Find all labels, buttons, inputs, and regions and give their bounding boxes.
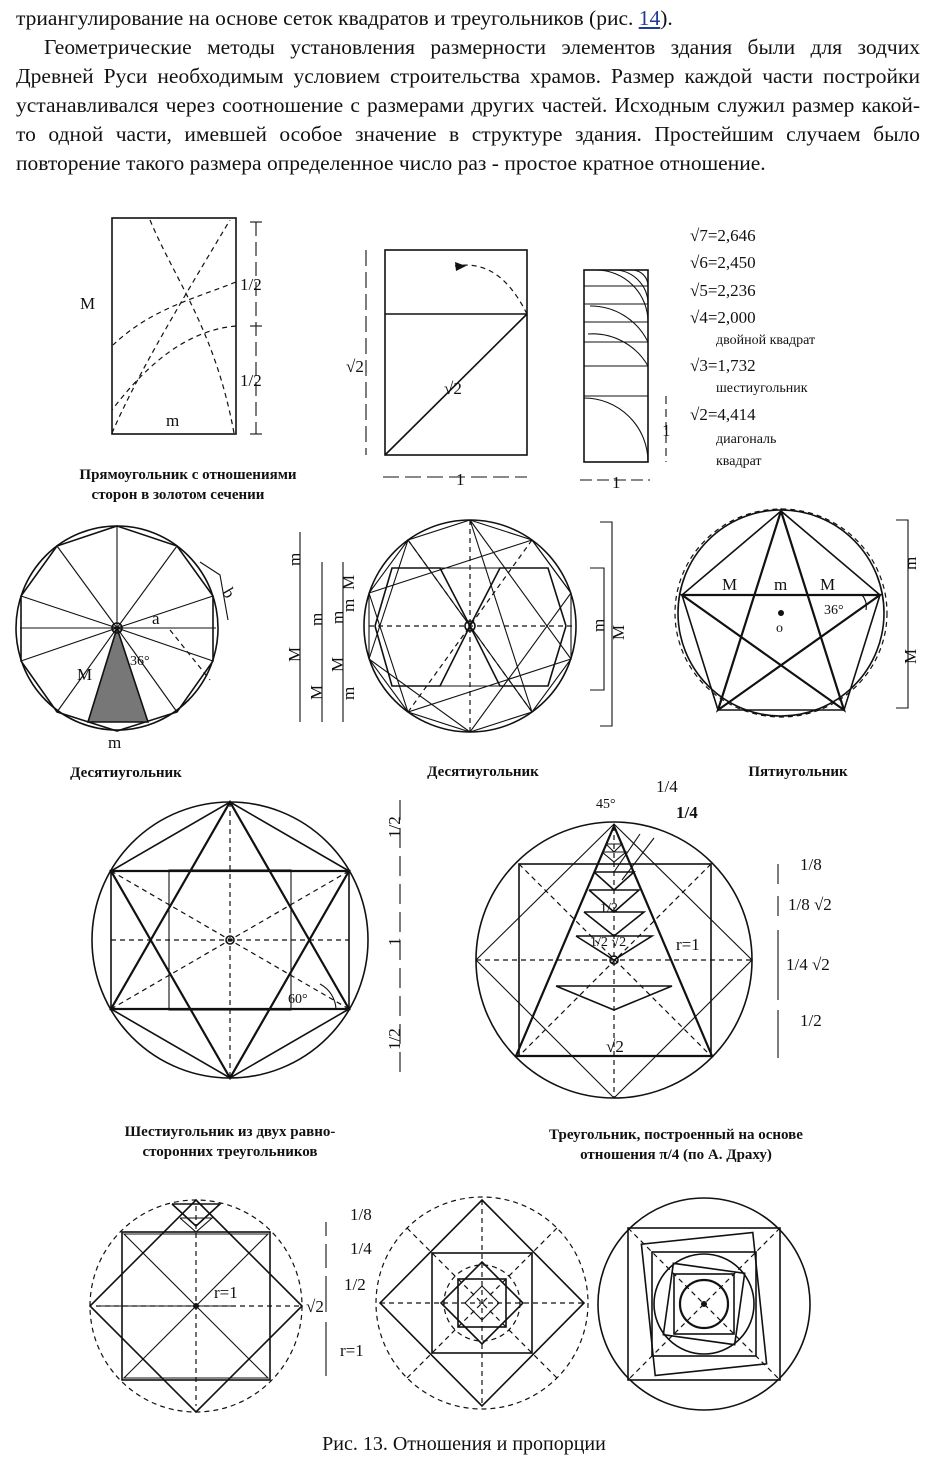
bottom-left-figure bbox=[90, 1200, 372, 1412]
decagon-2 bbox=[285, 520, 628, 780]
figure-link[interactable]: 14 bbox=[638, 6, 661, 30]
tri-q2: 1/4 bbox=[676, 803, 698, 822]
pentagon bbox=[675, 509, 920, 780]
dec1-M: M bbox=[77, 665, 93, 684]
tri-caption-2: отношения π/4 (по А. Драху) bbox=[580, 1147, 772, 1163]
golden-caption-2: сторон в золотом сечении bbox=[91, 487, 265, 503]
tri-caption-1: Треугольник, построенный на основе bbox=[549, 1127, 803, 1143]
hex-caption-2: сторонних треугольников bbox=[142, 1144, 318, 1160]
tri-inner-half: 1/2 bbox=[600, 901, 618, 916]
dec2-caption: Десятиугольник bbox=[427, 764, 539, 780]
tri-angle: 45° bbox=[596, 797, 616, 812]
root-list bbox=[690, 226, 815, 469]
figure-caption: Рис. 13. Отношения и пропорции bbox=[322, 1433, 606, 1455]
hex-caption-1: Шестиугольник из двух равно- bbox=[124, 1124, 336, 1140]
sqrt2-side: √2 bbox=[346, 357, 364, 376]
root-2-note: диагональ bbox=[716, 432, 777, 447]
dec2-l8: m bbox=[339, 686, 358, 700]
root-4: √4=2,000 bbox=[690, 308, 756, 327]
tri-base-root: √2 bbox=[606, 1037, 624, 1056]
dec2-right-m: m bbox=[589, 618, 608, 632]
tri-r1: 1/8 √2 bbox=[788, 895, 832, 914]
sqrt2-diagonal: √2 bbox=[444, 379, 462, 398]
dec2-l1: m bbox=[307, 612, 326, 626]
tri-r2: 1/4 √2 bbox=[786, 955, 830, 974]
dec2-right-M: M bbox=[609, 624, 628, 640]
hex-dim-bottom: 1/2 bbox=[385, 1028, 404, 1050]
hex-angle: 60° bbox=[288, 992, 308, 1007]
dec2-l0: m bbox=[285, 552, 304, 566]
bl-d1: 1/4 bbox=[350, 1239, 372, 1258]
decagon-1 bbox=[16, 526, 239, 781]
tri-radius: r=1 bbox=[676, 935, 700, 954]
dec1-b: b bbox=[218, 584, 240, 602]
dec1-m: m bbox=[108, 733, 122, 752]
pent-M1: M bbox=[722, 575, 738, 594]
golden-half-top: 1/2 bbox=[240, 275, 262, 294]
pent-M2: M bbox=[820, 575, 836, 594]
root-4-note: двойной квадрат bbox=[716, 333, 816, 348]
root-unit: 1 bbox=[662, 421, 671, 440]
root-5: √5=2,236 bbox=[690, 281, 756, 300]
paragraph: Геометрические методы установления размерности элементов здания были для зодчих Древней Руси необходимым условием строительства храмов. Размер каждой части постройки устанавливался через соотношение с размерами других частей. Исходным служил размер какой-то одной части, имевшей особое значение в структуре здания. Простейшим случаем было повторение такого размера определенное число раз - простое кратное отношение. bbox=[16, 35, 920, 175]
pent-m: m bbox=[774, 575, 788, 594]
sqrt2-base: 1 bbox=[456, 470, 465, 489]
dec2-l5: M bbox=[285, 646, 304, 662]
pent-o: o bbox=[776, 621, 783, 636]
pent-right-M: M bbox=[901, 648, 920, 664]
dec2-l3: M bbox=[339, 574, 358, 590]
sqrt2-rectangle bbox=[346, 250, 527, 489]
root-2: √2=4,414 bbox=[690, 405, 756, 424]
hex-dim-mid: 1 bbox=[385, 937, 404, 946]
bl-d3: r=1 bbox=[340, 1341, 364, 1360]
golden-half-bottom: 1/2 bbox=[240, 371, 262, 390]
tri-r3: 1/2 bbox=[800, 1011, 822, 1030]
hexagon bbox=[92, 800, 404, 1160]
golden-caption-1: Прямоугольник с отношениями bbox=[79, 467, 297, 483]
tri-q1: 1/4 bbox=[656, 777, 678, 796]
tri-r0: 1/8 bbox=[800, 855, 822, 874]
pent-right-m: m bbox=[901, 556, 920, 570]
bl-d2: 1/2 bbox=[344, 1275, 366, 1294]
root-rectangles bbox=[580, 270, 671, 492]
root-3-note: шестиугольник bbox=[716, 381, 808, 396]
pent-caption: Пятиугольник bbox=[748, 764, 848, 780]
bottom-right-figure bbox=[598, 1198, 810, 1410]
dec1-caption: Десятиугольник bbox=[70, 765, 182, 781]
dec2-l7: M bbox=[328, 656, 347, 672]
dec1-a: a bbox=[152, 609, 160, 628]
root-7: √7=2,646 bbox=[690, 226, 756, 245]
dec2-l2: m bbox=[328, 610, 347, 624]
paragraph-continuation: триангулирование на основе сеток квадратов и треугольников (рис. 14). bbox=[16, 6, 673, 30]
dec1-angle: 36° bbox=[130, 654, 150, 669]
dec2-l4: m bbox=[339, 598, 358, 612]
tri-inner-root: 1/2 √2 bbox=[590, 935, 627, 950]
golden-label-M: M bbox=[80, 294, 96, 313]
bl-root: √2 bbox=[306, 1297, 324, 1316]
root-2-note2: квадрат bbox=[716, 454, 762, 469]
root-6: √6=2,450 bbox=[690, 253, 756, 272]
bl-radius: r=1 bbox=[214, 1283, 238, 1302]
root-3: √3=1,732 bbox=[690, 356, 756, 375]
dec2-l6: M bbox=[307, 684, 326, 700]
golden-rectangle bbox=[79, 218, 296, 503]
bottom-middle-figure bbox=[376, 1197, 588, 1409]
pent-angle: 36° bbox=[824, 603, 844, 618]
triangle-pi4 bbox=[476, 777, 832, 1163]
golden-label-m: m bbox=[166, 411, 180, 430]
root-base: 1 bbox=[612, 473, 621, 492]
bl-d0: 1/8 bbox=[350, 1205, 372, 1224]
hex-dim-top: 1/2 bbox=[385, 816, 404, 838]
